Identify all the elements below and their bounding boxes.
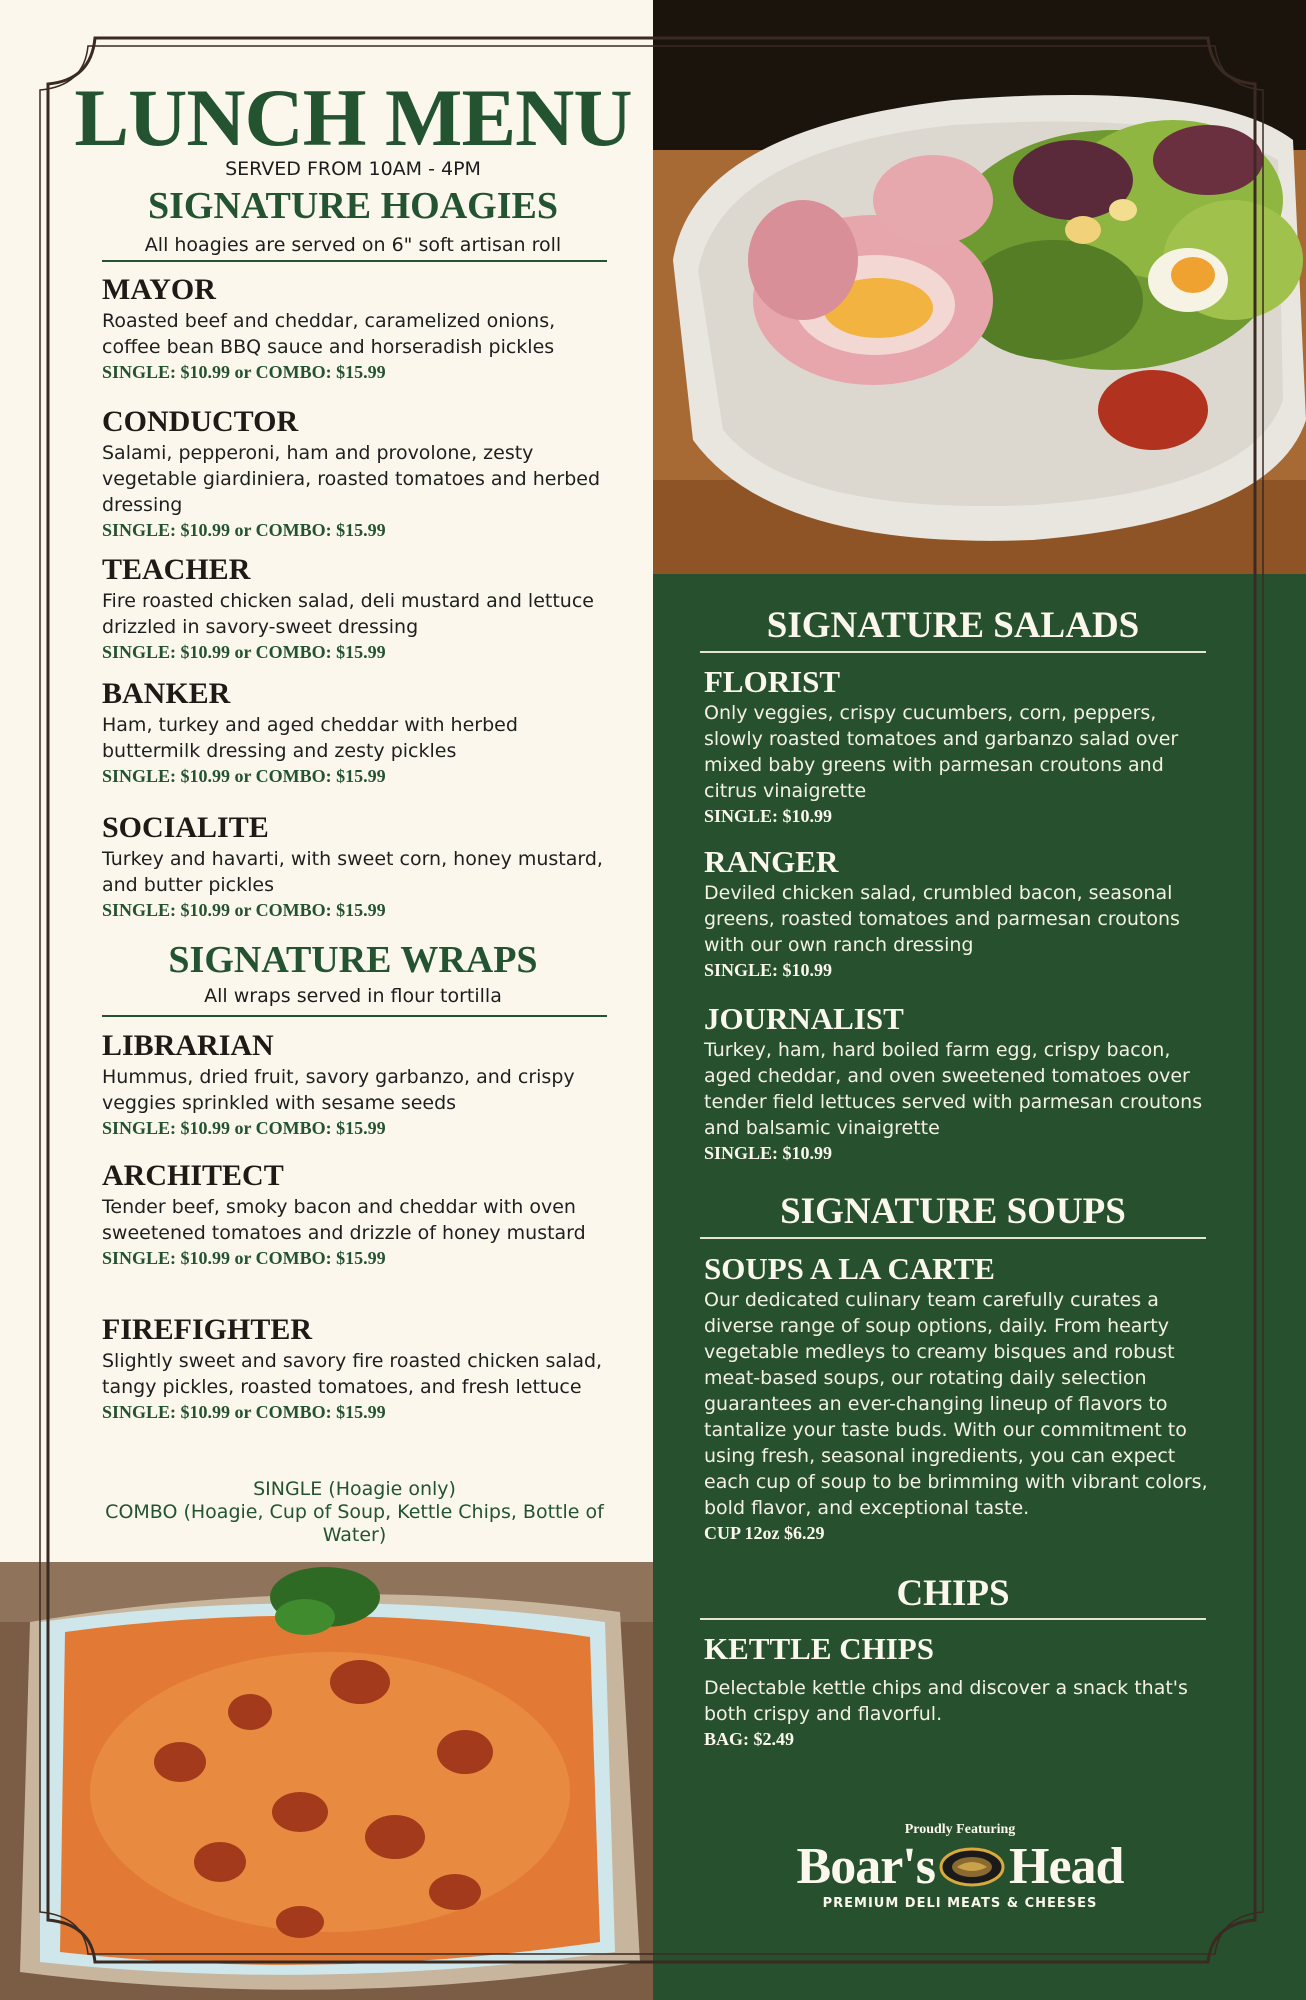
item-name: JOURNALIST: [704, 1001, 904, 1036]
menu-item-architect: [102, 1160, 607, 1270]
brand-tagline: PREMIUM DELI MEATS & CHEESES: [822, 1896, 1098, 1911]
salad-photo: [653, 0, 1306, 574]
item-description: Turkey, ham, hard boiled farm egg, crispy bacon, aged cheddar, and oven sweetened tomatoes over tender field lettuces served with parmesan croutons and balsamic vinaigrette: [704, 1039, 1203, 1139]
divider: [700, 1237, 1206, 1239]
item-price: CUP 12oz $6.29: [704, 1523, 825, 1543]
item-name: SOUPS A LA CARTE: [704, 1251, 995, 1286]
item-description: Deviled chicken salad, crumbled bacon, seasonal greens, roasted tomatoes and parmesan croutons with our own ranch dressing: [704, 882, 1180, 956]
item-name: KETTLE CHIPS: [704, 1631, 934, 1666]
item-price: SINGLE: $10.99 or COMBO: $15.99: [102, 642, 386, 662]
wraps-heading: SIGNATURE WRAPS: [168, 939, 538, 981]
item-name: FIREFIGHTER: [102, 1313, 313, 1346]
item-name: ARCHITECT: [102, 1159, 284, 1192]
brand-featuring: Proudly Featuring: [904, 1822, 1016, 1837]
wraps-subheading: All wraps served in flour tortilla: [204, 985, 502, 1007]
menu-item-journalist: [704, 1002, 1210, 1165]
brand-name-right: Head: [1009, 1838, 1124, 1895]
item-price: SINGLE: $10.99 or COMBO: $15.99: [102, 766, 386, 786]
boar-head-icon: [939, 1847, 1005, 1887]
item-price: SINGLE: $10.99: [704, 960, 833, 980]
item-name: BANKER: [102, 677, 231, 710]
menu-title: LUNCH MENU: [74, 72, 632, 163]
hoagies-subheading: All hoagies are served on 6" soft artisan roll: [144, 234, 562, 256]
item-description: Only veggies, crispy cucumbers, corn, peppers, slowly roasted tomatoes and garbanzo salad over mixed baby greens with parmesan croutons and citrus vinaigrette: [704, 702, 1179, 802]
menu-item-conductor: [102, 406, 607, 542]
item-description: Fire roasted chicken salad, deli mustard and lettuce drizzled in savory-sweet dressing: [102, 590, 594, 638]
item-description: Ham, turkey and aged cheddar with herbed buttermilk dressing and zesty pickles: [102, 714, 518, 762]
divider: [102, 260, 607, 262]
item-name: RANGER: [704, 844, 839, 879]
soup-photo: [0, 1562, 653, 2000]
menu-item-librarian: [102, 1030, 607, 1140]
menu-item-soups: [704, 1252, 1210, 1545]
item-price: SINGLE: $10.99 or COMBO: $15.99: [102, 1248, 386, 1268]
salads-heading: SIGNATURE SALADS: [766, 605, 1140, 646]
divider: [700, 1618, 1206, 1620]
item-price: BAG: $2.49: [704, 1729, 794, 1749]
item-price: SINGLE: $10.99 or COMBO: $15.99: [102, 1402, 386, 1422]
serving-hours: SERVED FROM 10AM - 4PM: [225, 158, 481, 180]
item-price: SINGLE: $10.99: [704, 806, 833, 826]
item-description: Slightly sweet and savory fire roasted chicken salad, tangy pickles, roasted tomatoes, and fresh lettuce: [102, 1350, 603, 1398]
item-description: Our dedicated culinary team carefully curates a diverse range of soup options, daily. From hearty vegetable medleys to creamy bisques and robust meat-based soups, our rotating daily selection guarantees an ever-changing lineup of flavors to tantalize your taste buds. With our commitment to using fresh, seasonal ingredients, you can expect each cup of soup to be brimming with vibrant colors, bold flavor, and exceptional taste.: [704, 1289, 1208, 1519]
combo-note: [102, 1478, 607, 1547]
item-price: SINGLE: $10.99 or COMBO: $15.99: [102, 520, 386, 540]
menu-item-banker: [102, 678, 607, 788]
item-description: Turkey and havarti, with sweet corn, honey mustard, and butter pickles: [102, 848, 603, 896]
menu-item-florist: [704, 665, 1210, 828]
menu-item-mayor: [102, 274, 607, 384]
item-name: TEACHER: [102, 553, 251, 586]
item-price: SINGLE: $10.99: [704, 1143, 833, 1163]
menu-item-firefighter: [102, 1314, 607, 1424]
item-name: CONDUCTOR: [102, 405, 299, 438]
divider: [102, 1015, 607, 1017]
menu-item-ranger: [704, 845, 1210, 982]
note-single: SINGLE (Hoagie only): [253, 1478, 456, 1500]
item-description: Roasted beef and cheddar, caramelized onions, coffee bean BBQ sauce and horseradish pickles: [102, 310, 556, 358]
divider: [700, 651, 1206, 653]
item-name: MAYOR: [102, 273, 216, 306]
item-description: Salami, pepperoni, ham and provolone, zesty vegetable giardiniera, roasted tomatoes and herbed dressing: [102, 442, 601, 516]
item-description: Tender beef, smoky bacon and cheddar with oven sweetened tomatoes and drizzle of honey mustard: [102, 1196, 586, 1244]
brand-logo: [780, 1822, 1140, 1911]
soups-heading: SIGNATURE SOUPS: [780, 1191, 1126, 1232]
item-description: Delectable kettle chips and discover a snack that's both crispy and flavorful.: [704, 1677, 1188, 1725]
item-price: SINGLE: $10.99 or COMBO: $15.99: [102, 900, 386, 920]
item-name: SOCIALITE: [102, 811, 269, 844]
hoagies-heading: SIGNATURE HOAGIES: [147, 185, 558, 227]
note-combo: COMBO (Hoagie, Cup of Soup, Kettle Chips, Bottle of Water): [105, 1501, 604, 1546]
item-name: LIBRARIAN: [102, 1029, 274, 1062]
item-name: FLORIST: [704, 664, 841, 699]
menu-item-socialite: [102, 812, 607, 922]
brand-name-left: Boar's: [796, 1838, 935, 1895]
menu-item-kettle-chips: [704, 1632, 1210, 1751]
menu-item-teacher: [102, 554, 607, 664]
item-price: SINGLE: $10.99 or COMBO: $15.99: [102, 362, 386, 382]
chips-heading: CHIPS: [896, 1573, 1010, 1614]
item-description: Hummus, dried fruit, savory garbanzo, and crispy veggies sprinkled with sesame seeds: [102, 1066, 575, 1114]
item-price: SINGLE: $10.99 or COMBO: $15.99: [102, 1118, 386, 1138]
